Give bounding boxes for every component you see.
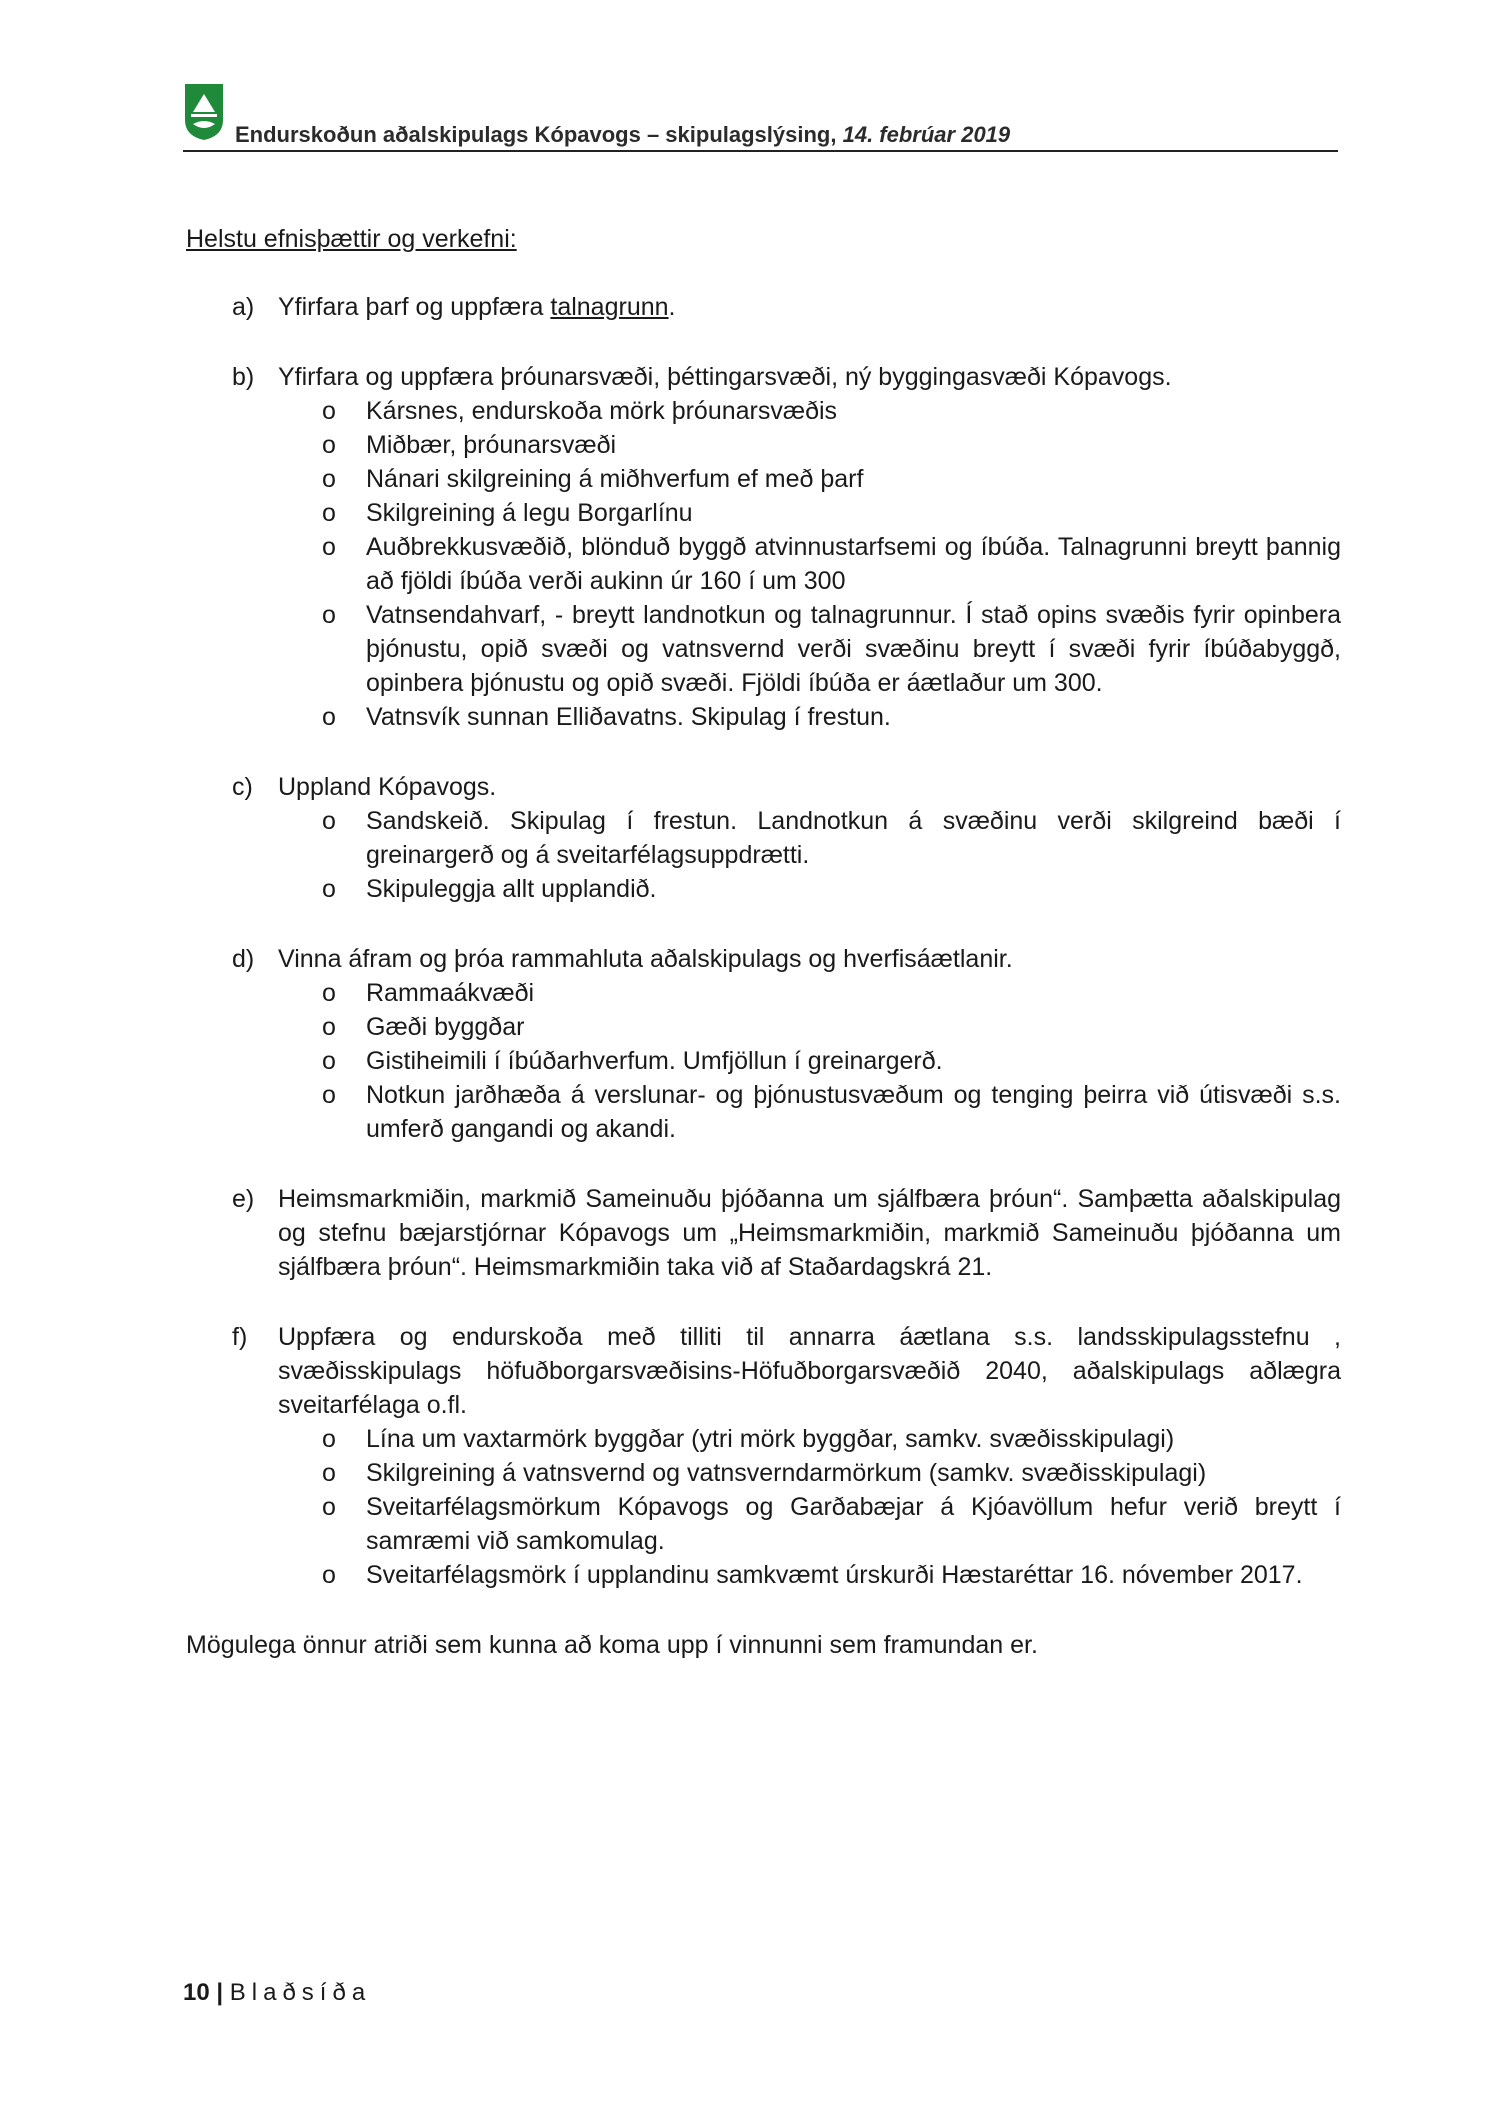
section-d [186, 942, 1341, 1146]
bullet-icon: o [322, 1459, 336, 1487]
bullet-icon: o [322, 1561, 336, 1589]
list-item: o Nánari skilgreining á miðhverfum ef með þarf [278, 462, 1341, 496]
section-heading: Helstu efnisþættir og verkefni: [186, 225, 517, 253]
section-letter: e) [232, 1185, 255, 1213]
bullet-icon: o [322, 1081, 336, 1109]
talnagrunn-term: talnagrunn [550, 293, 669, 321]
bullet-icon: o [322, 1493, 336, 1521]
section-letter: d) [232, 945, 255, 973]
list-item: o Skipuleggja allt upplandið. [278, 872, 1341, 906]
page-label: Blaðsíða [229, 1979, 372, 2006]
list-item: o Gæði byggðar [278, 1010, 1341, 1044]
page-header [183, 82, 1338, 154]
bullet-icon: o [322, 1047, 336, 1075]
section-text-end: . [668, 293, 676, 321]
section-b [186, 360, 1341, 734]
section-c [186, 770, 1341, 906]
list-item: o Sandskeið. Skipulag í frestun. Landnotkun á svæðinu verði skilgreind bæði í greinargerð og á sveitarfélagsuppdrætti. [278, 804, 1341, 872]
section-letter: c) [232, 773, 253, 801]
header-title [235, 122, 1010, 148]
list-item: o Skilgreining á legu Borgarlínu [278, 496, 1341, 530]
header-divider [183, 150, 1338, 152]
section-text: Yfirfara þarf og uppfæra [278, 293, 551, 321]
list-item: o Notkun jarðhæða á verslunar- og þjónustusvæðum og tenging þeirra við útisvæði s.s. umferð gangandi og akandi. [278, 1078, 1341, 1146]
bullet-icon: o [322, 979, 336, 1007]
sub-list [278, 1422, 1341, 1592]
section-letter: b) [232, 363, 255, 391]
section-text: Heimsmarkmiðin, markmið Sameinuðu þjóðanna um sjálfbæra þróun“. Samþætta aðalskipulag og stefnu bæjarstjórnar Kópavogs um „Heimsmarkmiðin, markmið Sameinuðu þjóðanna um sjálfbæra þróun“. Heimsmarkmiðin taka við af Staðardagskrá 21. [278, 1185, 1341, 1281]
list-item: o Sveitarfélagsmörkum Kópavogs og Garðabæjar á Kjóavöllum hefur verið breytt í samræmi við samkomulag. [278, 1490, 1341, 1558]
bullet-icon: o [322, 601, 336, 629]
list-item: o Skilgreining á vatnsvernd og vatnsverndarmörkum (samkv. svæðisskipulagi) [278, 1456, 1341, 1490]
bullet-icon: o [322, 1013, 336, 1041]
list-item: o Lína um vaxtarmörk byggðar (ytri mörk byggðar, samkv. svæðisskipulagi) [278, 1422, 1341, 1456]
section-text: Vinna áfram og þróa rammahluta aðalskipulags og hverfisáætlanir. [278, 945, 1013, 973]
bullet-icon: o [322, 499, 336, 527]
bullet-icon: o [322, 703, 336, 731]
bullet-icon: o [322, 875, 336, 903]
header-date: 14. febrúar 2019 [842, 122, 1011, 147]
sub-list [278, 804, 1341, 906]
section-text: Uppfæra og endurskoða með tilliti til annarra áætlana s.s. landsskipulagsstefnu , svæðisskipulags höfuðborgarsvæðisins-Höfuðborgarsvæðið 2040, aðalskipulags aðlægra sveitarfélaga o.fl. [278, 1323, 1341, 1419]
section-e [186, 1182, 1341, 1284]
list-item: o Rammaákvæði [278, 976, 1341, 1010]
section-letter: f) [232, 1323, 248, 1351]
list-item: o Kársnes, endurskoða mörk þróunarsvæðis [278, 394, 1341, 428]
bullet-icon: o [322, 465, 336, 493]
bullet-icon: o [322, 807, 336, 835]
header-title-text: Endurskoðun aðalskipulags Kópavogs – skipulagslýsing, [235, 122, 837, 147]
list-item: o Sveitarfélagsmörk í upplandinu samkvæmt úrskurði Hæstaréttar 16. nóvember 2017. [278, 1558, 1341, 1592]
sub-list [278, 394, 1341, 734]
bullet-icon: o [322, 1425, 336, 1453]
sub-list [278, 976, 1341, 1146]
bullet-icon: o [322, 533, 336, 561]
list-item: o Vatnsendahvarf, - breytt landnotkun og talnagrunnur. Í stað opins svæðis fyrir opinbera þjónustu, opið svæði og vatnsvernd verði svæðinu breytt í svæði fyrir íbúðabyggð, opinbera þjónustu og opið svæði. Fjöldi íbúða er áætlaður um 300. [278, 598, 1341, 700]
kopavogur-logo-icon [183, 82, 225, 142]
list-item: o Vatnsvík sunnan Elliðavatns. Skipulag í frestun. [278, 700, 1341, 734]
list-item: o Gistiheimili í íbúðarhverfum. Umfjöllun í greinargerð. [278, 1044, 1341, 1078]
document-body [186, 222, 1341, 1662]
bullet-icon: o [322, 397, 336, 425]
section-f [186, 1320, 1341, 1592]
section-letter: a) [232, 293, 255, 321]
section-text: Yfirfara og uppfæra þróunarsvæði, þéttingarsvæði, ný byggingasvæði Kópavogs. [278, 363, 1172, 391]
footer-separator: | [216, 1979, 224, 2006]
page-footer [183, 1979, 371, 2007]
section-a [186, 290, 1341, 324]
bullet-icon: o [322, 431, 336, 459]
closing-paragraph: Mögulega önnur atriði sem kunna að koma upp í vinnunni sem framundan er. [186, 1631, 1038, 1659]
list-item: o Auðbrekkusvæðið, blönduð byggð atvinnustarfsemi og íbúða. Talnagrunni breytt þannig að fjöldi íbúða verði aukinn úr 160 í um 300 [278, 530, 1341, 598]
section-text: Uppland Kópavogs. [278, 773, 497, 801]
page-number: 10 [183, 1979, 210, 2006]
list-item: o Miðbær, þróunarsvæði [278, 428, 1341, 462]
